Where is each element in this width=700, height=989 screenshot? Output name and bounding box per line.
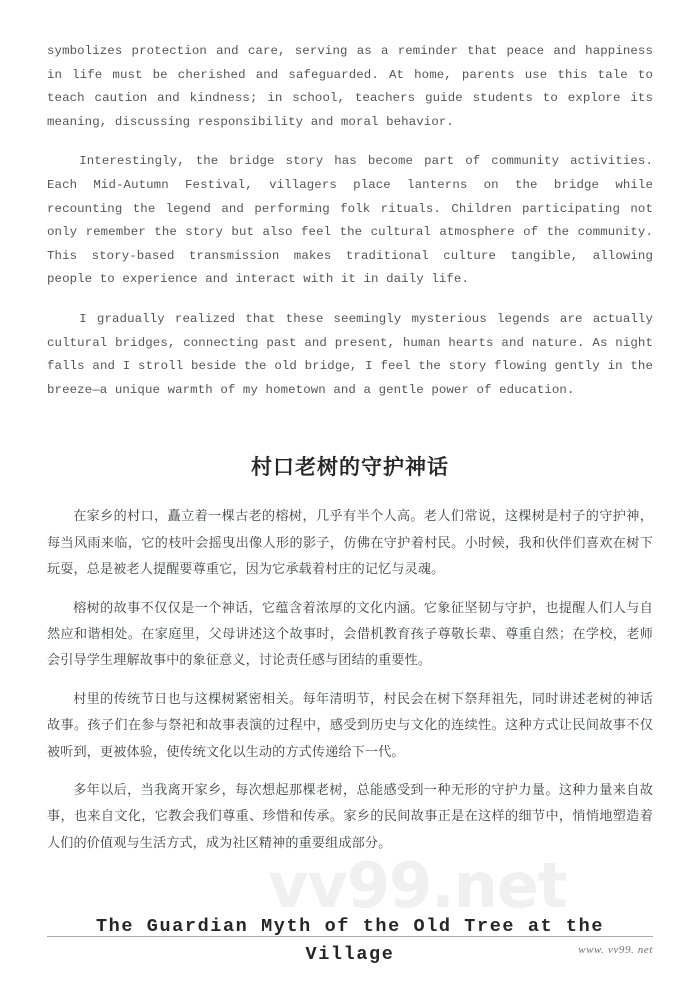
english-paragraph-3: I gradually realized that these seemingly mysterious legends are actually cultural bridges, connecting past and present, human hearts and nature. As night falls and I stroll beside the old bridge, I feel the story flowing gently in the breeze—a unique warmth of my hometown and a gentle power of education.: [47, 311, 653, 397]
footer-url: www. vv99. net: [578, 944, 653, 956]
chinese-paragraph-4: 多年以后，当我离开家乡，每次想起那棵老树，总能感受到一种无形的守护力量。这种力量来自故事，也来自文化，它教会我们尊重、珍惜和传承。家乡的民间故事正是在这样的细节中，悄悄地塑造着人们的价值观与生活方式，成为社区精神的重要组成部分。: [47, 782, 653, 851]
chinese-paragraph-2: 榕树的故事不仅仅是一个神话，它蕴含着浓厚的文化内涵。它象征坚韧与守护，也提醒人们人与自然应和谐相处。在家庭里，父母讲述这个故事时，会借机教育孩子尊敬长辈、尊重自然；在学校，老师会引导学生理解故事中的象征意义，讨论责任感与团结的重要性。: [47, 600, 653, 669]
watermark: vv99.net: [268, 849, 567, 922]
document-content: [47, 40, 653, 969]
chinese-paragraph-1: 在家乡的村口，矗立着一棵古老的榕树，几乎有半个人高。老人们常说，这棵树是村子的守护神，每当风雨来临，它的枝叶会摇曳出像人形的影子，仿佛在守护着村民。小时候，我和伙伴们喜欢在树下玩耍，总是被老人提醒要尊重它，因为它承载着村庄的记忆与灵魂。: [47, 509, 653, 578]
english-paragraph-2: Interestingly, the bridge story has become part of community activities. Each Mid-Autumn Festival, villagers place lanterns on the bridge while recounting the legend and performing folk rituals. Children participating not only remember the story but also feel the cultural atmosphere of the community. This story-based transmission makes traditional culture tangible, allowing people to experience and interact with it in daily life.: [47, 154, 653, 287]
chinese-section-heading: 村口老树的守护神话: [251, 455, 449, 480]
chinese-paragraph-3: 村里的传统节日也与这棵树紧密相关。每年清明节，村民会在树下祭拜祖先，同时讲述老树的神话故事。孩子们在参与祭祀和故事表演的过程中，感受到历史与文化的连续性。这种方式让民间故事不仅被听到，更被体验，使传统文化以生动的方式传递给下一代。: [47, 691, 653, 760]
english-paragraph-1: symbolizes protection and care, serving as a reminder that peace and happiness in life must be cherished and safeguarded. At home, parents use this tale to teach caution and kindness; in school, teachers guide students to explore its meaning, discussing responsibility and moral behavior.: [47, 44, 653, 129]
english-section-heading: The Guardian Myth of the Old Tree at the Village: [95, 916, 605, 966]
section-spacer-top: [47, 418, 653, 452]
heading-spacer: [47, 482, 653, 504]
